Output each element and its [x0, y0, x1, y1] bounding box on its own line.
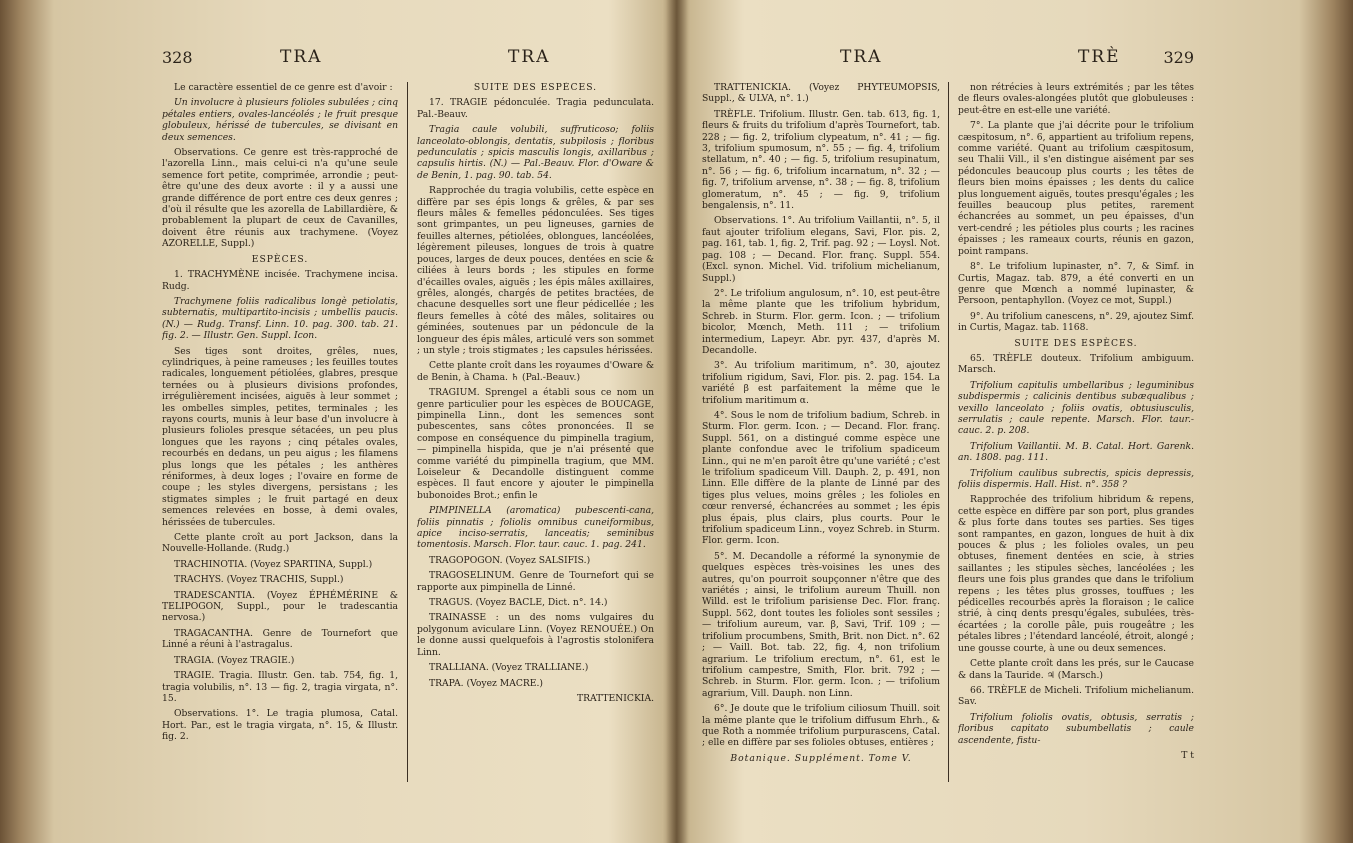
- paragraph: Rapprochée du tragia volubilis, cette espèce en diffère par ses épis longs & grêles, & par ses fleurs mâles & femelles pédonculées. Ses tiges sont grimpantes, un peu ligneuses, garnies de feuilles alternes, pétiolées, oblongues, lancéolées, légèrement pileuses, longues de trois à quatre pouces, larges de deux pouces, dentées en scie & ciliées à leurs bords ; les stipules en forme d'écailles ovales, aiguës ; les épis mâles axillaires, grêles, alongés, chargés de petites bractées, de chacune desquelles sort une fleur pédicellée ; les fleurs femelles à côté des mâles, solitaires ou géminées, soutenues par un pédoncule de la longueur des épis mâles, articulé vers son sommet ; un style ; trois stigmates ; les capsules hérissées.: [417, 185, 654, 356]
- entry: TRAGACANTHA. Genre de Tournefort que Linné a réuni à l'astragalus.: [162, 627, 398, 651]
- left-headword-1: TRA: [280, 47, 323, 67]
- paragraph: Le caractère essentiel de ce genre est d'avoir :: [174, 82, 393, 93]
- paragraph: Observations. 1°. Au trifolium Vaillantii, n°. 5, il faut ajouter trifolium elegans, Savi, Flor. pis. 2, pag. 161, tab. 1, fig. 2, Trif. pag. 92 ; — Loysl. Not. pag. 108 ; — Decand. Flor. franç. Suppl. 554. (Excl. synon. Michel. Vid. trifolium michelianum, Suppl.): [702, 215, 940, 284]
- paragraph: Observations. Ce genre est très-rapproché de l'azorella Linn., mais celui-ci n'a qu'une seule semence fort petite, comprimée, arrondie ; peut-être qu'une des deux avorte : il y a aussi une grande différence de port entre ces deux genres ; d'où il résulte que les azorella de Labillardière, & probablement la plupart de ceux de Cavanilles, doivent être réunis aux trachymene. (Voyez AZORELLE, Suppl.): [162, 147, 398, 250]
- paragraph: PIMPINELLA (aromatica) pubescenti-cana, foliis pinnatis ; foliolis omnibus cuneiformibus, apice inciso-serratis, lanceatis; seminibus tomentosis. Marsch. Flor. taur. cauc. 1. pag. 241.: [417, 505, 654, 551]
- entry: TRATTENICKIA. (Voyez PHYTEUMOPSIS, Suppl., & ULVA, n°. 1.): [702, 82, 940, 105]
- right-column-1: [702, 82, 940, 838]
- right-page: [702, 47, 1194, 838]
- paragraph: Trachymene foliis radicalibus longè petiolatis, subternatis, multipartito-incisis ; umbellis paucis. (N.) — Rudg. Transf. Linn. 10. pag. 300. tab. 21. fig. 2. — Illustr. Gen. Suppl. Icon.: [162, 295, 398, 342]
- paragraph: 3°. Au trifolium maritimum, n°. 30, ajoutez trifolium rigidum, Savi, Flor. pis. 2. pag. 154. La variété β est parfaitement la même que le trifolium maritimum α.: [702, 360, 940, 406]
- paragraph: 65. TRÈFLE douteux. Trifolium ambiguum. Marsch.: [958, 352, 1194, 376]
- paragraph: 4°. Sous le nom de trifolium badium, Schreb. in Sturm. Flor. germ. Icon. ; — Decand. Flor. franç. Suppl. 561, on a distingué comme espèce une plante confondue avec le trifolium spadiceum Linn., qui ne m'en paroît être qu'une variété ; c'est le trifolium spadiceum Vill. Dauph. 2, p. 491, non Linn. Elle diffère de la plante de Linné par des tiges plus velues, moins grêles ; les folioles en cœur renversé, échancrées au sommet ; les épis plus épais, plus clairs, plus courts. Pour le trifolium spadiceum Linn., voyez Schreb. in Sturm. Flor. germ. Icon.: [702, 409, 940, 547]
- column-rule: [948, 82, 949, 782]
- section-heading: ESPÈCES.: [251, 253, 309, 265]
- right-page-number: 329: [1163, 48, 1194, 67]
- book-gutter: [666, 0, 688, 843]
- section-heading: SUITE DES ESPÈCES.: [1014, 337, 1138, 349]
- entry: TRAGOPOGON. (Voyez SALSIFIS.): [429, 554, 591, 566]
- paragraph: Trifolium foliolis ovatis, obtusis, serratis ; floribus capitato subumbellatis ; caule ascendente, fistu-: [958, 711, 1194, 746]
- right-headword-1: TRA: [840, 47, 883, 67]
- paragraph: 8°. Le trifolium lupinaster, n°. 7, & Simf. in Curtis, Magaz. tab. 879, a été converti en un genre que Mœnch a nommé lupinaster, & Persoon, pentaphyllon. (Voyez ce mot, Suppl.): [958, 261, 1194, 307]
- paragraph: 1. TRACHYMÈNE incisée. Trachymene incisa. Rudg.: [162, 269, 398, 292]
- paragraph: Ses tiges sont droites, grêles, nues, cylindriques, à peine rameuses ; les feuilles toutes radicales, longuement pétiolées, glabres, presque ternées ou à plusieurs divisions profondes, irrégulièrement incisées, aiguës à leur sommet ; les ombelles simples, petites, terminales ; les rayons courts, munis à leur base d'un involucre à plusieurs folioles presque sétacées, un peu plus longues que les rayons ; cinq pétales ovales, recourbés en dedans, un peu aigus ; les filamens plus longs que les pétales ; les anthères réniformes, à deux loges ; l'ovaire en forme de coupe ; les styles divergens, persistans ; les stigmates simples ; le fruit partagé en deux semences relevées en bosse, à demi ovales, hérissées de tubercules.: [162, 345, 398, 528]
- entry: TRAGUS. (Voyez BACLE, Dict. n°. 14.): [429, 597, 608, 609]
- entry: TRAGIA. (Voyez TRAGIE.): [174, 654, 295, 666]
- entry: TRACHINOTIA. (Voyez SPARTINA, Suppl.): [174, 558, 373, 570]
- left-page: [162, 47, 654, 838]
- left-headword-2: TRA: [508, 47, 551, 67]
- paragraph: TRÈFLE. Trifolium. Illustr. Gen. tab. 613, fig. 1, fleurs & fruits du trifolium d'après Tournefort, tab. 228 ; — fig. 2, trifolium clypeatum, n°. 41 ; — fig. 3, trifolium spumosum, n°. 55 ; — fig. 4, trifolium stellatum, n°. 40 ; — fig. 5, trifolium resupinatum, n°. 56 ; — fig. 6, trifolium incarnatum, n°. 32 ; — fig. 7, trifolium arvense, n°. 38 ; — fig. 8, trifolium glomeratum, n°. 45 ; — fig. 9, trifolium bengalensis, n°. 11.: [702, 108, 940, 212]
- entry: TRADESCANTIA. (Voyez ÉPHÉMÉRINE & TELIPOGON, Suppl., pour le tradescantia nervosa.): [162, 589, 398, 624]
- paragraph: Trifolium capitulis umbellaribus ; leguminibus subdispermis ; calicinis dentibus subæqualibus ; vexillo lanceolato ; foliis ovatis, obtusiusculis, serrulatis ; caule repente. Marsch. Flor. taur.-cauc. 2. p. 208.: [958, 379, 1194, 437]
- paragraph: Cette plante croît dans les prés, sur le Caucase & dans la Tauride. ♃ (Marsch.): [958, 658, 1194, 681]
- left-page-header: [162, 47, 654, 76]
- paragraph: Trifolium Vaillantii. M. B. Catal. Hort. Garenk. an. 1808. pag. 111.: [958, 440, 1194, 464]
- catchword: TRATTENICKIA.: [576, 692, 654, 704]
- paragraph: Cette plante croît au port Jackson, dans la Nouvelle-Hollande. (Rudg.): [162, 532, 398, 555]
- paragraph: Tragia caule volubili, suffruticoso; foliis lanceolato-oblongis, dentatis, subpilosis ; floribus pedunculatis ; spicis masculis longis, axillaribus ; capsulis hirtis. (N.) — Pal.-Beauv. Flor. d'Oware & de Benin, 1. pag. 90. tab. 54.: [417, 124, 654, 181]
- column-rule: [407, 82, 408, 782]
- right-headword-2: TRÈ: [1078, 47, 1121, 67]
- paragraph: non rétrécies à leurs extrémités ; par les têtes de fleurs ovales-alongées plutôt que globuleuses : peut-être en est-elle une variété.: [958, 82, 1194, 116]
- entry: TRACHYS. (Voyez TRACHIS, Suppl.): [174, 574, 344, 586]
- paragraph: Cette plante croît dans les royaumes d'Oware & de Benin, à Chama. ♄ (Pal.-Beauv.): [417, 360, 654, 383]
- paragraph: 17. TRAGIE pédonculée. Tragia pedunculata. Pal.-Beauv.: [417, 97, 654, 120]
- entry: Observations. 1°. Le tragia plumosa, Catal. Hort. Par., est le tragia virgata, n°. 15, & Illustr. fig. 2.: [162, 708, 398, 743]
- paragraph: 2°. Le trifolium angulosum, n°. 10, est peut-être la même plante que les trifolium hybridum, Schreb. in Sturm. Flor. germ. Icon. ; — trifolium bicolor, Mœnch, Meth. 111 ; — trifolium intermedium, Lapeyr. Abr. pyr. 437, d'après M. Decandolle.: [702, 287, 940, 356]
- paragraph: 5°. M. Decandolle a réformé la synonymie de quelques espèces très-voisines les unes des autres, qu'on pourroit soupçonner n'être que des variétés ; ainsi, le trifolium aureum Thuill. non Willd. est le trifolium parisiense Dec. Flor. franç. Suppl. 562, dont toutes les folioles sont sessiles ; — trifolium aureum, var. β, Savi, Trif. 109 ; — trifolium procumbens, Smith, Brit. non Dict. n°. 62 ; — Vaill. Bot. tab. 22, fig. 4, non trifolium agrarium. Le trifolium erectum, n°. 61, est le trifolium campestre, Smith, Flor. brit. 792 ; — Schreb. in Sturm. Flor. germ. Icon. ; — trifolium agrarium, Vill. Dauph. non Linn.: [702, 550, 940, 699]
- paragraph: 6°. Je doute que le trifolium ciliosum Thuill. soit la même plante que le trifolium diffusum Ehrh., & que Roth a nommée trifolium purpurascens, Catal. ; elle en diffère par ses folioles obtuses, entières ;: [702, 703, 940, 749]
- right-page-header: [702, 47, 1194, 76]
- left-column-1: [162, 82, 398, 838]
- left-page-number: 328: [162, 48, 193, 67]
- entry: TRAINASSE : un des noms vulgaires du polygonum aviculare Linn. (Voyez RENOUÉE.) On le donne aussi quelquefois à l'agrostis stolonifera Linn.: [417, 612, 654, 658]
- left-column-2: [417, 82, 654, 838]
- section-heading: SUITE DES ESPÈCES.: [473, 82, 598, 93]
- paragraph: 66. TRÈFLE de Micheli. Trifolium michelianum. Sav.: [958, 684, 1194, 708]
- paragraph: 9°. Au trifolium canescens, n°. 29, ajoutez Simf. in Curtis, Magaz. tab. 1168.: [958, 310, 1194, 334]
- paragraph: Un involucre à plusieurs folioles subulées ; cinq pétales entiers, ovales-lancéolés ; le fruit presque globuleux, hérissé de tubercules, se divisant en deux semences.: [162, 97, 398, 143]
- paragraph: Rapprochée des trifolium hibridum & repens, cette espèce en diffère par son port, plus grandes & plus forte dans toutes ses parties. Ses tiges sont rampantes, en gazon, longues de huit à dix pouces & plus ; les folioles ovales, un peu obtuses, finement dentées en scie, à stries saillantes ; les stipules sèches, lancéolées ; les fleurs une fois plus grandes que dans le trifolium repens ; les têtes plus grosses, touffues ; les pédicelles recourbés après la floraison ; le calice strié, à cinq dents presqu'égales, subulées, très-écartées ; la corolle pâle, puis rougeâtre ; les pétales libres ; l'étendard lancéolé, étroit, alongé ; une gousse courte, à une ou deux semences.: [958, 494, 1194, 654]
- entry: TRALLIANA. (Voyez TRALLIANE.): [429, 662, 589, 674]
- signature-mark: T t: [1181, 749, 1194, 761]
- entry: TRAGOSELINUM. Genre de Tournefort qui se rapporte aux pimpinella de Linné.: [417, 570, 654, 593]
- paragraph: TRAGIUM. Sprengel a établi sous ce nom un genre particulier pour les espèces de BOUCAGE, pimpinella Linn., dont les semences sont pubescentes, sans côtes prononcées. Il se compose en conséquence du pimpinella tragium, — pimpinella hispida, que je n'ai présenté que comme variété du pimpinella tragium, que MM. Loiseleur & Decandolle distinguent comme espèces. Il faut encore y ajouter le pimpinella bubonoides Brot.; enfin le: [417, 387, 654, 501]
- entry: TRAGIE. Tragia. Illustr. Gen. tab. 754, fig. 1, tragia volubilis, n°. 13 — fig. 2, tragia virgata, n°. 15.: [162, 670, 398, 704]
- right-column-2: [958, 82, 1194, 838]
- paragraph: Trifolium caulibus subrectis, spicis depressis, foliis dispermis. Hall. Hist. n°. 358 ?: [958, 467, 1194, 490]
- paragraph: 7°. La plante que j'ai décrite pour le trifolium cæspitosum, n°. 6, appartient au trifolium repens, comme variété. Quant au trifolium cæspitosum, seu Thalii Vill., il s'en distingue aisément par ses pédoncules beaucoup plus courts ; les têtes de fleurs bien moins épaisses ; les dents du calice plus longuement aiguës, toutes presqu'égales ; les feuilles beaucoup plus petites, rarement échancrées au sommet, un peu épaisses, d'un vert-cendré ; les pétioles plus courts ; les racines épaisses ; les rameaux courts, réunis en gazon, point rampans.: [958, 120, 1194, 257]
- entry: TRAPA. (Voyez MACRE.): [429, 677, 543, 689]
- page-footer: Botanique. Supplément. Tome V.: [730, 752, 912, 764]
